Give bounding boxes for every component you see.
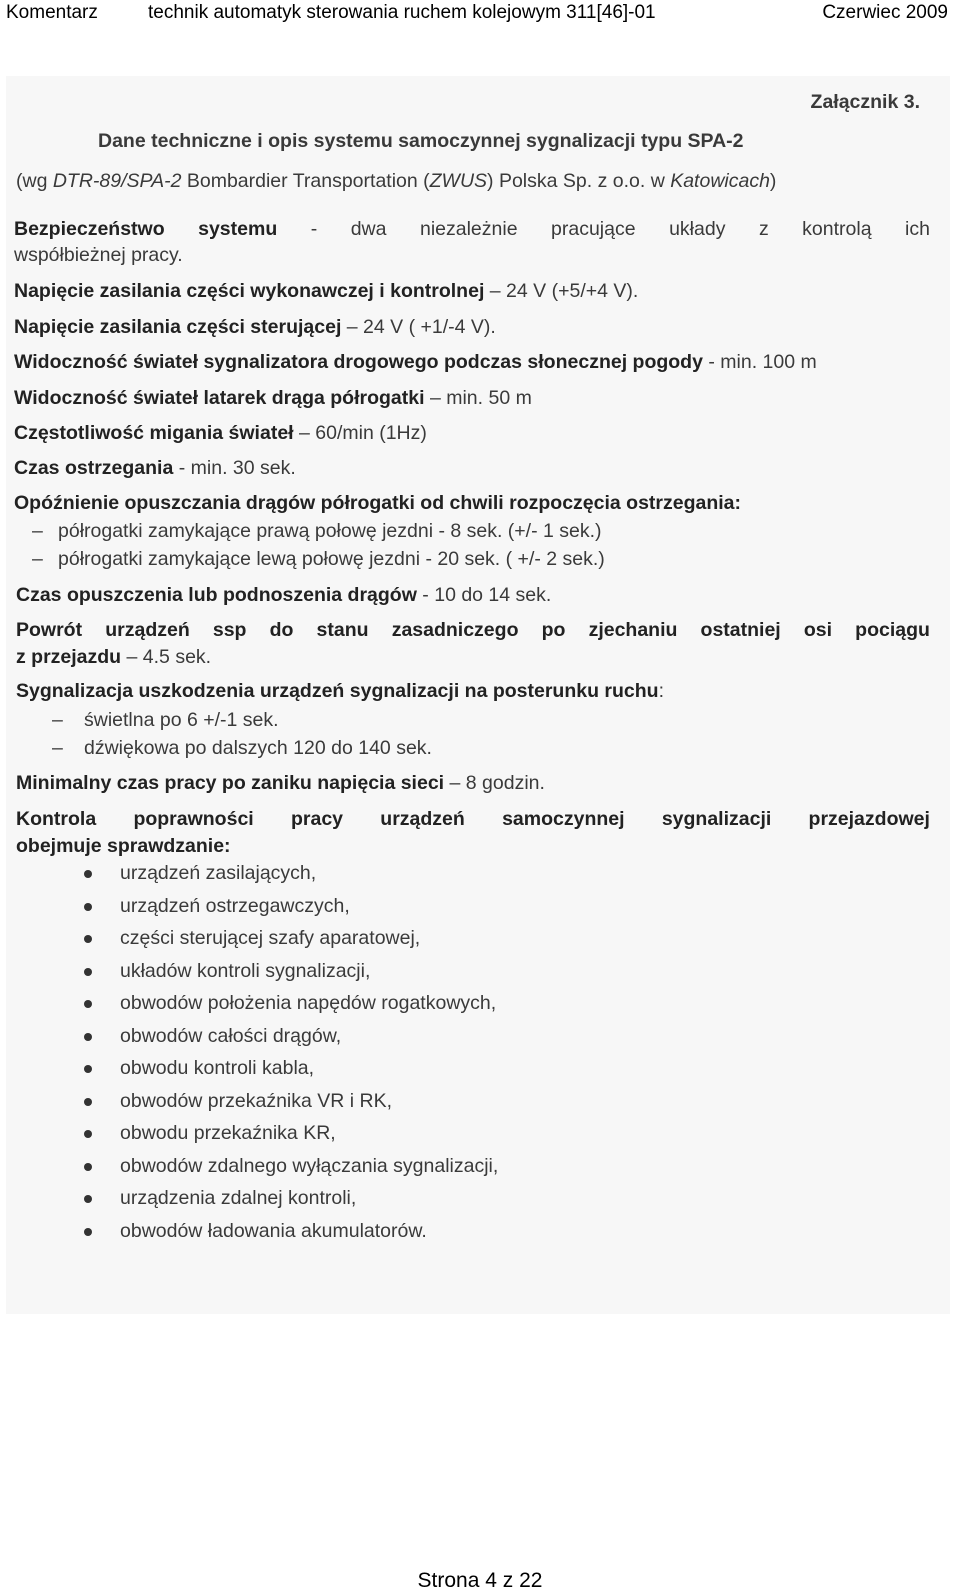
control-item: obwodu kontroli kabla, (120, 1057, 315, 1079)
dash-icon: – (32, 520, 43, 542)
bullet-icon (84, 870, 92, 878)
bullet-icon (84, 935, 92, 943)
control-item: obwodów całości drągów, (120, 1024, 342, 1047)
lowering-time: Czas opuszczenia lub podnoszenia drągów - 10 do 14 sek. (16, 584, 552, 606)
bullet-icon (84, 1195, 92, 1203)
safety-line-2: współbieżnej pracy. (14, 244, 183, 266)
control-item: obwodów położenia napędów rogatkowych, (120, 992, 497, 1014)
bullet-icon (84, 968, 92, 976)
fault-heading: Sygnalizacja uszkodzenia urządzeń sygnalizacji na posterunku ruchu: (16, 680, 665, 702)
control-item: obwodów ładowania akumulatorów. (120, 1219, 427, 1242)
control-item: obwodów zdalnego wyłączania sygnalizacji, (120, 1154, 499, 1177)
warning-time: Czas ostrzegania - min. 30 sek. (14, 457, 296, 479)
header-profession: technik automatyk sterowania ruchem kolejowym 311[46]-01 (148, 2, 656, 23)
control-line: Kontrola poprawności pracy urządzeń samoczynnej sygnalizacji przejazdowej (16, 808, 930, 830)
min-operating-time: Minimalny czas pracy po zaniku napięcia sieci – 8 godzin. (16, 772, 545, 794)
header-date: Czerwiec 2009 (822, 2, 948, 23)
supply-ctrl: Napięcie zasilania części sterującej – 24 V ( +1/-4 V). (14, 316, 496, 338)
document-title: Dane techniczne i opis systemu samoczynnej sygnalizacji typu SPA-2 (98, 130, 744, 152)
scanned-attachment (6, 76, 950, 1314)
bullet-icon (84, 1000, 92, 1008)
control-item: układów kontroli sygnalizacji, (120, 959, 371, 982)
page-number: Strona 4 z 22 (417, 1569, 543, 1592)
header-label: Komentarz (6, 2, 98, 23)
fault-item: dźwiękowa po dalszych 120 do 140 sek. (84, 737, 432, 759)
visibility-lamp: Widoczność świateł latarek drąga półrogatki – min. 50 m (14, 387, 532, 409)
bullet-icon (84, 1033, 92, 1041)
bullet-icon (84, 1228, 92, 1236)
document-subtitle: (wg DTR-89/SPA-2 Bombardier Transportation (ZWUS) Polska Sp. z o.o. w Katowicach) (16, 170, 777, 192)
bullet-icon (84, 903, 92, 911)
control-item: urządzeń zasilających, (120, 862, 317, 884)
return-line: Powrót urządzeń ssp do stanu zasadniczego po zjechaniu ostatniej osi pociągu (16, 619, 930, 641)
delay-heading: Opóźnienie opuszczania drągów półrogatki od chwili rozpoczęcia ostrzegania: (14, 492, 742, 514)
dash-icon: – (52, 737, 63, 759)
dash-icon: – (52, 709, 63, 731)
visibility-road: Widoczność świateł sygnalizatora drogowego podczas słonecznej pogody - min. 100 m (14, 351, 817, 373)
dash-icon: – (32, 548, 43, 570)
blink-frequency: Częstotliwość migania świateł – 60/min (1Hz) (14, 422, 427, 444)
page-header (0, 0, 960, 28)
fault-item: świetlna po 6 +/-1 sek. (84, 709, 279, 731)
return-line-2: z przejazdu – 4.5 sek. (16, 646, 212, 668)
supply-exec: Napięcie zasilania części wykonawczej i kontrolnej – 24 V (+5/+4 V). (14, 280, 639, 302)
bullet-icon (84, 1163, 92, 1171)
delay-item: półrogatki zamykające lewą połowę jezdni - 20 sek. ( +/- 2 sek.) (58, 548, 605, 570)
bullet-icon (84, 1098, 92, 1106)
control-line-2: obejmuje sprawdzanie: (16, 835, 231, 857)
control-item: obwodu przekaźnika KR, (120, 1122, 336, 1144)
control-item: urządzeń ostrzegawczych, (120, 894, 350, 917)
bullet-icon (84, 1130, 92, 1138)
safety-line: Bezpieczeństwo systemu - dwa niezależnie pracujące układy z kontrolą ich (14, 218, 930, 240)
control-item: urządzenia zdalnej kontroli, (120, 1187, 357, 1209)
bullet-icon (84, 1065, 92, 1073)
delay-item: półrogatki zamykające prawą połowę jezdni - 8 sek. (+/- 1 sek.) (58, 520, 602, 542)
attachment-label: Załącznik 3. (810, 91, 920, 113)
control-item: obwodów przekaźnika VR i RK, (120, 1089, 393, 1112)
control-item: części sterującej szafy aparatowej, (120, 927, 421, 949)
